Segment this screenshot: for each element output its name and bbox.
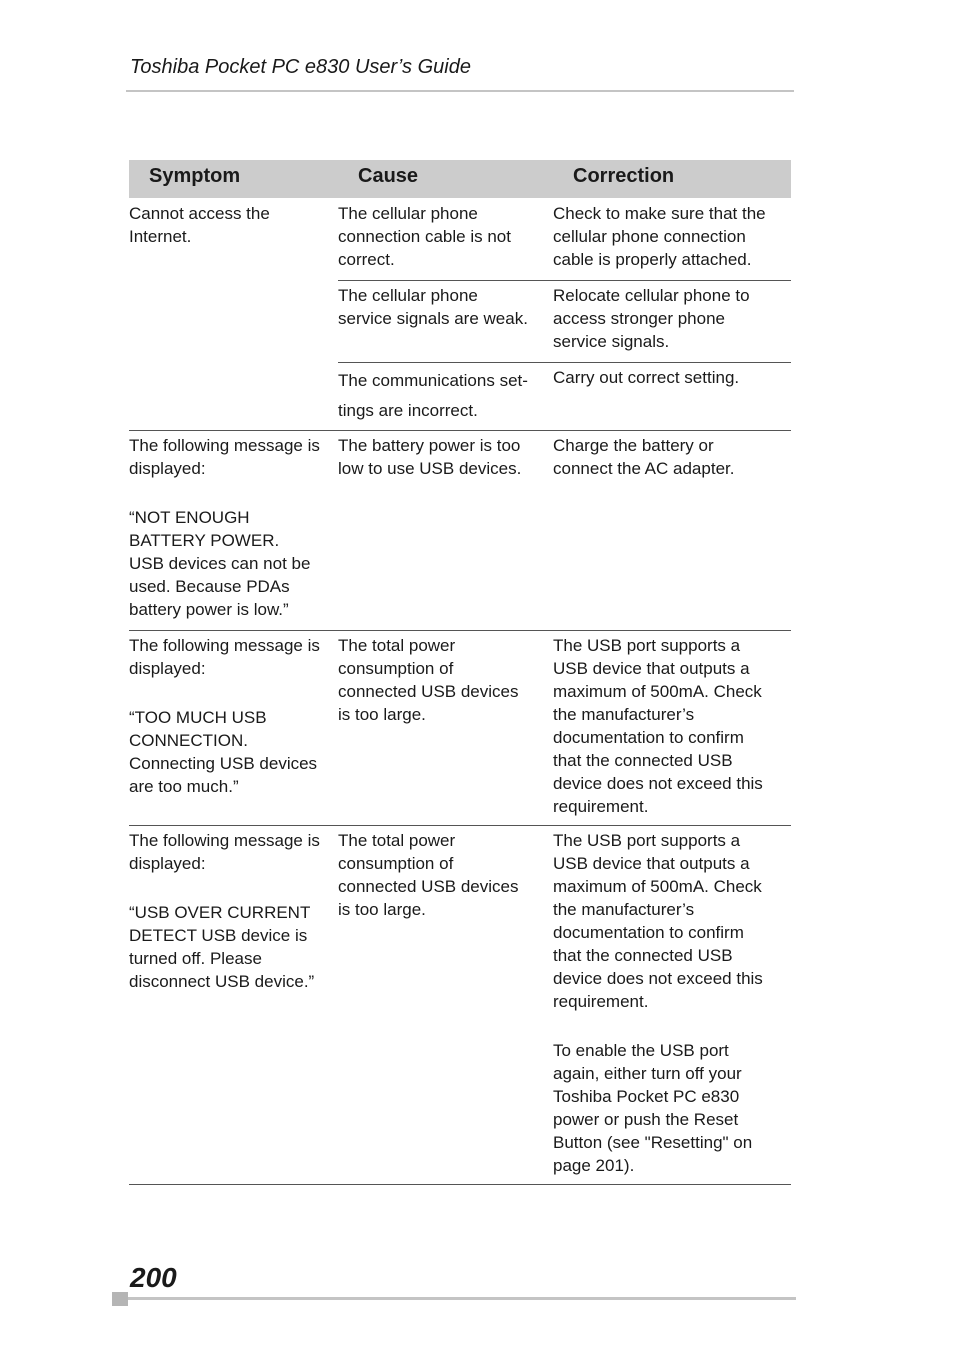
text-line: are too much.” xyxy=(129,777,239,796)
symptom-text xyxy=(129,829,334,875)
header-rule xyxy=(126,90,794,92)
text-line: connection cable is not xyxy=(338,227,511,246)
text-line: used. Because PDAs xyxy=(129,577,290,596)
table-bottom-rule xyxy=(129,1184,791,1185)
correction-cell xyxy=(553,284,791,353)
text-line: Cannot access the xyxy=(129,204,270,223)
running-header: Toshiba Pocket PC e830 User’s Guide xyxy=(130,56,471,78)
correction-cell xyxy=(553,366,791,389)
text-line: The communications set- xyxy=(338,371,528,390)
error-message-text xyxy=(129,706,334,798)
footer-marker xyxy=(112,1292,128,1306)
cause-cell xyxy=(338,434,548,480)
text-line: The total power xyxy=(338,831,456,850)
cause-text xyxy=(338,634,548,726)
text-line: USB devices can not be xyxy=(129,554,311,573)
text-line: power or push the Reset xyxy=(553,1110,739,1129)
text-line: low to use USB devices. xyxy=(338,459,522,478)
row-divider xyxy=(338,362,791,363)
text-line: The cellular phone xyxy=(338,204,478,223)
cause-text xyxy=(338,829,548,921)
row-divider xyxy=(129,430,791,431)
text-line: the manufacturer’s xyxy=(553,705,695,724)
text-line: “TOO MUCH USB xyxy=(129,708,267,727)
text-line: The following message is xyxy=(129,636,320,655)
text-line: documentation to confirm xyxy=(553,728,744,747)
text-line: documentation to confirm xyxy=(553,923,744,942)
text-line: that the connected USB xyxy=(553,946,733,965)
text-line: maximum of 500mA. Check xyxy=(553,877,762,896)
text-line: Connecting USB devices xyxy=(129,754,318,773)
correction-text xyxy=(553,284,791,353)
text-line: BATTERY POWER. xyxy=(129,531,280,550)
column-header-cause: Cause xyxy=(358,165,419,187)
symptom-text xyxy=(129,202,334,248)
symptom-cell xyxy=(129,829,334,993)
text-line: The following message is xyxy=(129,831,320,850)
column-header-symptom: Symptom xyxy=(149,165,241,187)
cause-cell xyxy=(338,366,548,426)
text-line: Button (see "Resetting" on xyxy=(553,1133,753,1152)
symptom-cell xyxy=(129,434,334,621)
correction-cell xyxy=(553,434,791,480)
text-line: tings are incorrect. xyxy=(338,401,478,420)
text-line: “USB OVER CURRENT xyxy=(129,903,311,922)
correction-text xyxy=(553,634,791,818)
text-line: consumption of xyxy=(338,659,454,678)
symptom-cell xyxy=(129,634,334,798)
text-line: maximum of 500mA. Check xyxy=(553,682,762,701)
correction-text xyxy=(553,202,791,271)
text-line: device does not exceed this xyxy=(553,774,763,793)
text-line: To enable the USB port xyxy=(553,1041,729,1060)
text-line: device does not exceed this xyxy=(553,969,763,988)
text-line: requirement. xyxy=(553,797,649,816)
text-line: DETECT USB device is xyxy=(129,926,308,945)
correction-cell xyxy=(553,829,791,1177)
text-line: CONNECTION. xyxy=(129,731,248,750)
symptom-text xyxy=(129,434,334,480)
text-line: Internet. xyxy=(129,227,192,246)
text-line: page 201). xyxy=(553,1156,635,1175)
text-line: connected USB devices xyxy=(338,877,519,896)
text-line: displayed: xyxy=(129,459,206,478)
text-line: that the connected USB xyxy=(553,751,733,770)
correction-cell xyxy=(553,202,791,271)
correction-text xyxy=(553,434,791,480)
correction-text xyxy=(553,829,791,1013)
error-message-text xyxy=(129,506,334,621)
text-line: consumption of xyxy=(338,854,454,873)
text-line: cellular phone connection xyxy=(553,227,746,246)
cause-text xyxy=(338,284,548,330)
text-line: is too large. xyxy=(338,705,426,724)
text-line: turned off. Please xyxy=(129,949,262,968)
text-line: The USB port supports a xyxy=(553,636,741,655)
cause-cell xyxy=(338,829,548,921)
text-line: service signals. xyxy=(553,332,670,351)
cause-cell xyxy=(338,202,548,271)
footer-rule xyxy=(112,1297,796,1300)
cause-text xyxy=(338,434,548,480)
row-divider xyxy=(338,280,791,281)
text-line: USB device that outputs a xyxy=(553,854,750,873)
text-line: again, either turn off your xyxy=(553,1064,742,1083)
text-line: The following message is xyxy=(129,436,320,455)
text-line: disconnect USB device.” xyxy=(129,972,315,991)
row-divider xyxy=(129,630,791,631)
column-header-correction: Correction xyxy=(573,165,675,187)
text-line: The total power xyxy=(338,636,456,655)
text-line: USB device that outputs a xyxy=(553,659,750,678)
correction-text xyxy=(553,366,791,389)
text-line: Check to make sure that the xyxy=(553,204,766,223)
symptom-cell xyxy=(129,202,334,248)
cause-text xyxy=(338,202,548,271)
error-message-text xyxy=(129,901,334,993)
text-line: Relocate cellular phone to xyxy=(553,286,750,305)
text-line: The battery power is too xyxy=(338,436,521,455)
text-line: correct. xyxy=(338,250,395,269)
text-line: displayed: xyxy=(129,854,206,873)
text-line: cable is properly attached. xyxy=(553,250,752,269)
correction-cell xyxy=(553,634,791,818)
symptom-text xyxy=(129,634,334,680)
text-line: connect the AC adapter. xyxy=(553,459,735,478)
troubleshooting-table xyxy=(129,160,791,1175)
text-line: Toshiba Pocket PC e830 xyxy=(553,1087,740,1106)
text-line: “NOT ENOUGH xyxy=(129,508,250,527)
text-line: The USB port supports a xyxy=(553,831,741,850)
text-line: displayed: xyxy=(129,659,206,678)
text-line: Carry out correct setting. xyxy=(553,368,740,387)
text-line: access stronger phone xyxy=(553,309,725,328)
text-line: The cellular phone xyxy=(338,286,478,305)
cause-cell xyxy=(338,634,548,726)
text-line: battery power is low.” xyxy=(129,600,289,619)
text-line: is too large. xyxy=(338,900,426,919)
text-line: service signals are weak. xyxy=(338,309,528,328)
correction-text xyxy=(553,1039,791,1177)
text-line: requirement. xyxy=(553,992,649,1011)
table-header xyxy=(129,160,791,198)
cause-cell xyxy=(338,284,548,330)
text-line: connected USB devices xyxy=(338,682,519,701)
cause-text xyxy=(338,366,548,426)
page-number: 200 xyxy=(130,1262,177,1293)
text-line: the manufacturer’s xyxy=(553,900,695,919)
text-line: Charge the battery or xyxy=(553,436,714,455)
row-divider xyxy=(129,825,791,826)
